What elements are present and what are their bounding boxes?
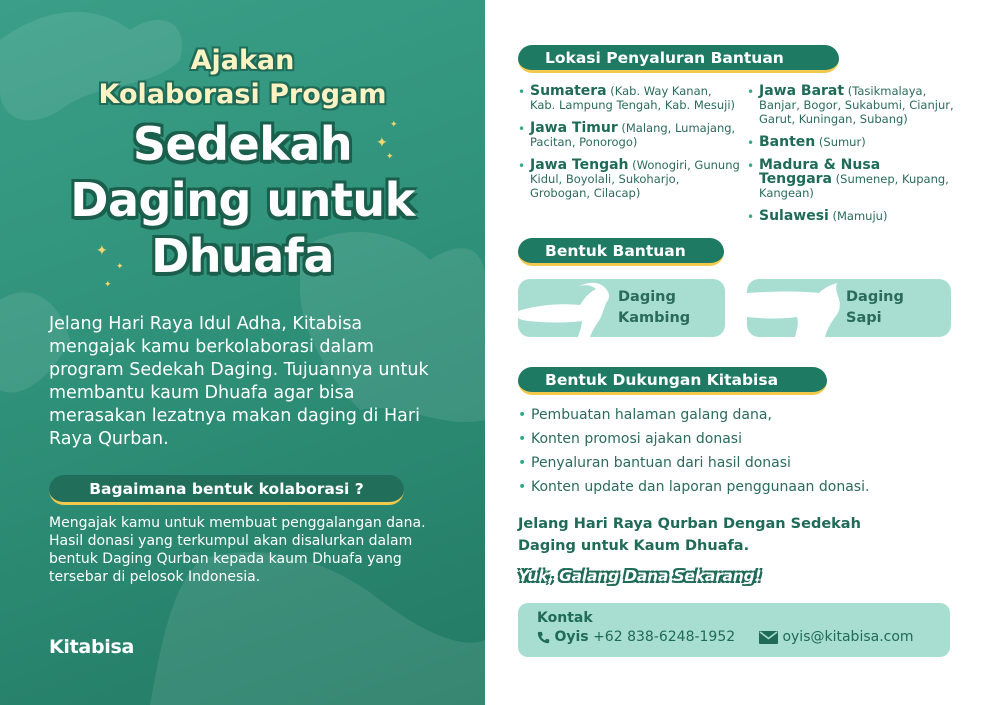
location-detail: (Sumur) <box>818 135 866 149</box>
cow-line-2: Sapi <box>846 310 882 326</box>
support-item-text: Pembuatan halaman galang dana, <box>531 407 772 423</box>
left-panel <box>0 0 485 705</box>
location-name: Jawa Timur <box>530 120 618 136</box>
locations-title-pill: Lokasi Penyaluran Bantuan <box>518 45 839 73</box>
contact-phone-number: +62 838-6248-1952 <box>593 629 736 645</box>
location-item <box>747 135 957 149</box>
locations-column-2 <box>747 84 957 232</box>
location-item <box>747 84 957 126</box>
location-name: Sulawesi <box>759 208 829 224</box>
support-item-text: Konten promosi ajakan donasi <box>531 431 742 447</box>
aid-title-pill: Bentuk Bantuan <box>518 238 724 266</box>
kitabisa-logo: Kitabisa <box>49 636 134 658</box>
intro-paragraph: Jelang Hari Raya Idul Adha, Kitabisa mengajak kamu berkolaborasi dalam program Sedekah Daging. Tujuannya untuk membantu kaum Dhuafa agar bisa merasakan lezatnya makan daging di Hari Raya Qurban. <box>49 314 429 449</box>
location-detail: (Sumenep, Kupang, Kangean) <box>759 172 949 200</box>
location-name: Madura & Nusa Tenggara <box>759 157 881 187</box>
support-item <box>518 403 948 427</box>
closing-line-1: Jelang Hari Raya Qurban Dengan Sedekah <box>518 516 861 532</box>
goat-line-1: Daging <box>618 289 676 305</box>
location-name: Sumatera <box>530 83 607 99</box>
bullet-icon: • <box>518 159 526 173</box>
location-item <box>747 158 957 200</box>
support-title-pill: Bentuk Dukungan Kitabisa <box>518 367 827 395</box>
contact-name: Oyis <box>554 629 589 645</box>
kicker-heading <box>0 44 485 112</box>
bullet-icon: • <box>747 85 755 99</box>
support-list <box>518 403 948 499</box>
contact-title: Kontak <box>537 610 593 626</box>
kicker-line-1: Ajakan <box>190 45 295 76</box>
goat-line-2: Kambing <box>618 310 691 326</box>
contact-phone <box>537 629 735 645</box>
closing-message <box>518 513 918 557</box>
bullet-icon: • <box>518 122 526 136</box>
kicker-line-2: Kolaborasi Progam <box>98 79 387 110</box>
mail-icon <box>759 631 778 644</box>
sparkle-icon: ✦ <box>116 262 124 272</box>
goat-icon <box>518 279 618 337</box>
locations-column-1 <box>518 84 740 209</box>
collab-paragraph: Mengajak kamu untuk membuat penggalangan dana. Hasil donasi yang terkumpul akan disalurkan dalam bentuk Daging Qurban kepada kaum Dhuafa yang tersebar di pelosok Indonesia. <box>49 515 426 585</box>
sparkle-icon: ✦ <box>96 243 108 259</box>
headline-line-2: Daging untuk <box>70 173 415 227</box>
support-item <box>518 475 948 499</box>
support-item-text: Penyaluran bantuan dari hasil donasi <box>531 455 791 471</box>
bullet-icon: • <box>518 407 527 423</box>
sparkle-icon: ✦ <box>104 280 112 290</box>
support-item-text: Konten update dan laporan penggunaan donasi. <box>531 479 870 495</box>
beef-meat-card <box>747 279 951 337</box>
bullet-icon: • <box>518 455 527 471</box>
location-item <box>518 84 740 112</box>
location-name: Jawa Tengah <box>530 157 629 173</box>
sparkle-icon: ✦ <box>386 152 394 162</box>
location-detail: (Tasikmalaya, Banjar, Bogor, Sukabumi, Cianjur, Garut, Kuningan, Subang) <box>759 84 954 126</box>
beef-meat-label <box>846 287 904 329</box>
location-detail: (Kab. Way Kanan, Kab. Lampung Tengah, Kab. Mesuji) <box>530 84 736 112</box>
bullet-icon: • <box>518 85 526 99</box>
bullet-icon: • <box>518 431 527 447</box>
main-headline <box>0 116 485 284</box>
support-item <box>518 427 948 451</box>
contact-box <box>518 603 950 657</box>
location-detail: (Malang, Lumajang, Pacitan, Ponorogo) <box>530 121 736 149</box>
call-to-action: Yuk, Galang Dana Sekarang! <box>518 567 762 585</box>
cow-icon <box>747 279 847 337</box>
headline-line-1: Sedekah <box>132 117 353 171</box>
location-detail: (Mamuju) <box>832 209 888 223</box>
sparkle-icon: ✦ <box>390 120 398 130</box>
headline-line-3: Dhuafa <box>151 229 334 283</box>
support-item <box>518 451 948 475</box>
location-detail: (Wonogiri, Gunung Kidul, Boyolali, Sukoharjo, Grobogan, Cilacap) <box>530 158 740 200</box>
goat-meat-label <box>618 287 690 329</box>
contact-email <box>759 629 914 645</box>
location-item <box>518 158 740 200</box>
goat-meat-card <box>518 279 725 337</box>
bullet-icon: • <box>747 136 755 150</box>
location-name: Jawa Barat <box>759 83 845 99</box>
cow-line-1: Daging <box>846 289 904 305</box>
bullet-icon: • <box>518 479 527 495</box>
sparkle-icon: ✦ <box>376 135 388 151</box>
closing-line-2: Daging untuk Kaum Dhuafa. <box>518 538 750 554</box>
bullet-icon: • <box>747 210 755 224</box>
bullet-icon: • <box>747 159 755 173</box>
location-item <box>747 209 957 223</box>
location-name: Banten <box>759 134 816 150</box>
collab-title-pill: Bagaimana bentuk kolaborasi ? <box>49 475 404 505</box>
contact-email-address[interactable]: oyis@kitabisa.com <box>782 629 914 645</box>
location-item <box>518 121 740 149</box>
phone-icon <box>537 631 550 644</box>
